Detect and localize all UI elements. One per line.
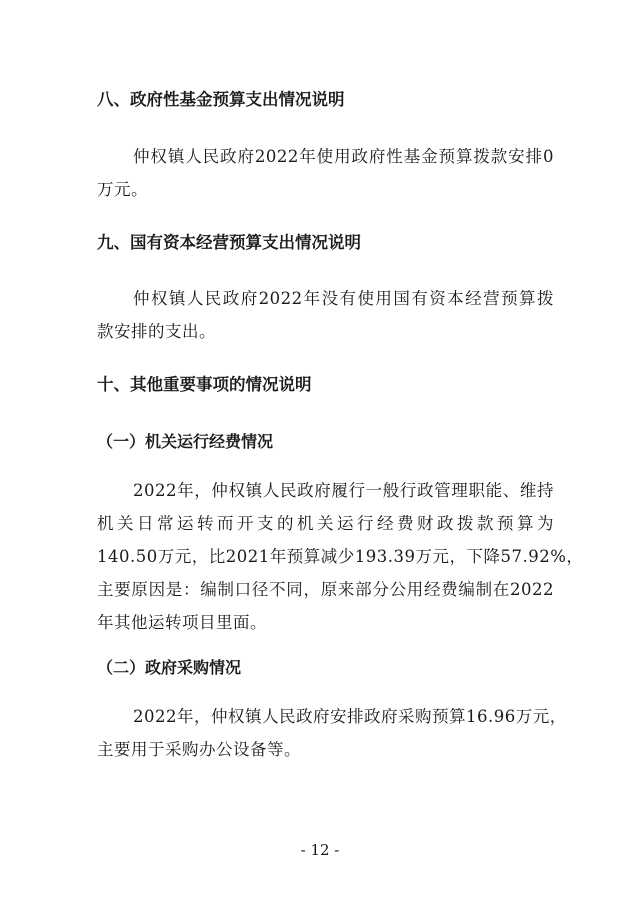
- subsection-2-heading: （二）政府采购情况: [97, 658, 242, 677]
- subsection-1-heading: （一）机关运行经费情况: [97, 432, 274, 451]
- subsection-1-line-2: 机关日常运转而开支的机关运行经费财政拨款预算为: [97, 514, 554, 533]
- subsection-1-line-1: 2022年，仲权镇人民政府履行一般行政管理职能、维持: [133, 481, 554, 500]
- section-8-heading: 八、政府性基金预算支出情况说明: [97, 90, 345, 109]
- subsection-2-line-1: 2022年，仲权镇人民政府安排政府采购预算16.96万元，: [133, 707, 567, 726]
- subsection-1-line-3: 140.50万元，比2021年预算减少193.39万元，下降57.92%，: [97, 547, 584, 566]
- section-9-line-2: 款安排的支出。: [97, 322, 216, 341]
- section-9-heading: 九、国有资本经营预算支出情况说明: [97, 233, 361, 252]
- subsection-1-line-5: 年其他运转项目里面。: [97, 613, 267, 632]
- section-8-line-1: 仲权镇人民政府2022年使用政府性基金预算拨款安排0: [133, 147, 554, 166]
- section-10-heading: 十、其他重要事项的情况说明: [97, 375, 312, 394]
- subsection-2-line-2: 主要用于采购办公设备等。: [97, 740, 301, 759]
- page-number: - 12 -: [300, 841, 340, 859]
- section-8-line-2: 万元。: [97, 180, 148, 199]
- subsection-1-line-4: 主要原因是：编制口径不同，原来部分公用经费编制在2022: [97, 580, 554, 599]
- section-9-line-1: 仲权镇人民政府2022年没有使用国有资本经营预算拨: [133, 289, 554, 308]
